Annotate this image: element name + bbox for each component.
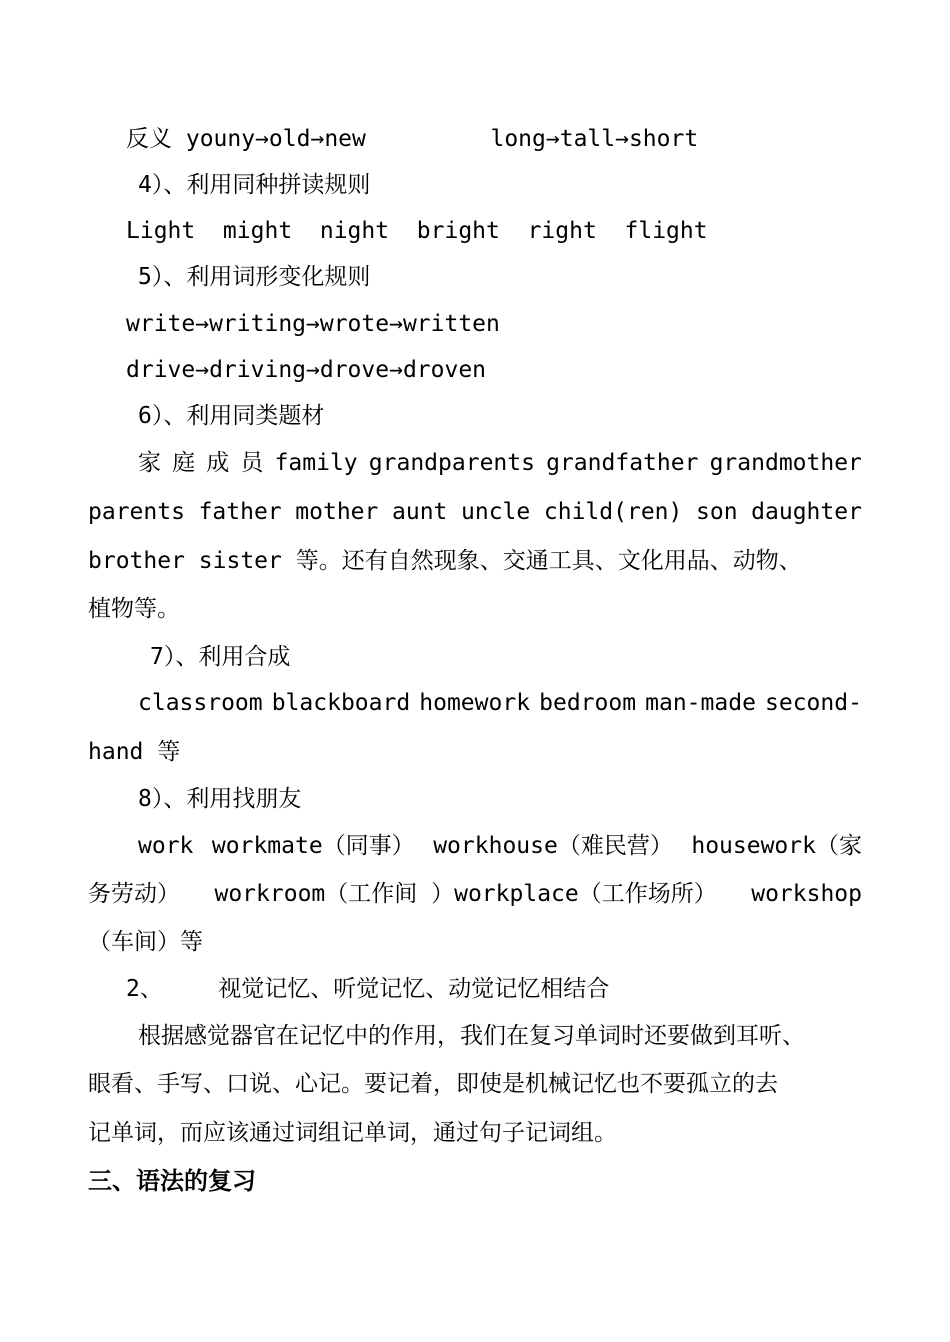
family-line-3: brother sister 等。还有自然现象、交通工具、文化用品、动物、 <box>88 548 802 574</box>
compound-word: second- <box>765 690 862 716</box>
family-word: 庭 <box>172 450 196 476</box>
family-word: 成 <box>206 450 230 476</box>
family-word: aunt <box>392 499 448 525</box>
family-line-4: 植物等。 <box>88 596 180 622</box>
compound-line-1 <box>138 688 862 718</box>
friends-word: workmate（同事） <box>211 833 415 859</box>
friends-line-1 <box>138 831 862 861</box>
family-line-2 <box>88 497 862 527</box>
item-8-heading: 8）、利用找朋友 <box>138 786 302 812</box>
paragraph-line-2: 眼看、手写、口说、心记。要记着，即使是机械记忆也不要孤立的去 <box>88 1071 778 1097</box>
drive-forms-line: drive→driving→drove→droven <box>126 357 487 383</box>
family-word: mother <box>295 499 379 525</box>
family-word: family <box>274 450 358 476</box>
family-word: grandfather <box>546 450 699 476</box>
point-2-heading: 2、 视觉记忆、听觉记忆、动觉记忆相结合 <box>126 976 610 1002</box>
friends-word: workshop <box>751 881 862 907</box>
family-word: grandmother <box>709 450 862 476</box>
family-word: child(ren) <box>543 499 683 525</box>
item-7-heading: 7）、利用合成 <box>150 644 291 670</box>
compound-word: bedroom <box>539 690 637 716</box>
compound-word: blackboard <box>271 690 411 716</box>
friends-line-2 <box>88 879 862 909</box>
friends-word: 务劳动） <box>88 881 180 907</box>
antonym-line: 反义 youny→old→new long→tall→short <box>126 126 699 152</box>
family-word: 员 <box>240 450 264 476</box>
paragraph-line-3: 记单词，而应该通过词组记单词，通过句子记词组。 <box>88 1120 617 1146</box>
family-word: grandparents <box>368 450 535 476</box>
friends-word: workhouse（难民营） <box>433 833 673 859</box>
compound-line-2: hand 等 <box>88 739 181 765</box>
item-5-heading: 5）、利用词形变化规则 <box>138 264 371 290</box>
compound-word: man-made <box>645 690 756 716</box>
item-6-heading: 6）、利用同类题材 <box>138 403 325 429</box>
compound-word: classroom <box>138 690 263 716</box>
family-word: uncle <box>461 499 531 525</box>
friends-word: workroom（工作间 ）workplace（工作场所） <box>214 881 717 907</box>
family-word: parents <box>88 499 185 525</box>
paragraph-line-1: 根据感觉器官在记忆中的作用，我们在复习单词时还要做到耳听、 <box>138 1023 805 1049</box>
item-4-heading: 4）、利用同种拼读规则 <box>138 172 371 198</box>
section-heading: 三、语法的复习 <box>88 1167 256 1195</box>
family-word: father <box>198 499 282 525</box>
friends-line-3: （车间）等 <box>88 929 203 955</box>
friends-word: work <box>138 833 194 859</box>
family-word: son <box>696 499 738 525</box>
write-forms-line: write→writing→wrote→written <box>126 311 500 337</box>
friends-word: housework（家 <box>691 833 862 859</box>
spelling-words-line: Light might night bright right flight <box>126 218 708 244</box>
family-line-1 <box>138 448 862 478</box>
family-word: daughter <box>751 499 862 525</box>
compound-word: homework <box>419 690 531 716</box>
family-word: 家 <box>138 450 161 476</box>
